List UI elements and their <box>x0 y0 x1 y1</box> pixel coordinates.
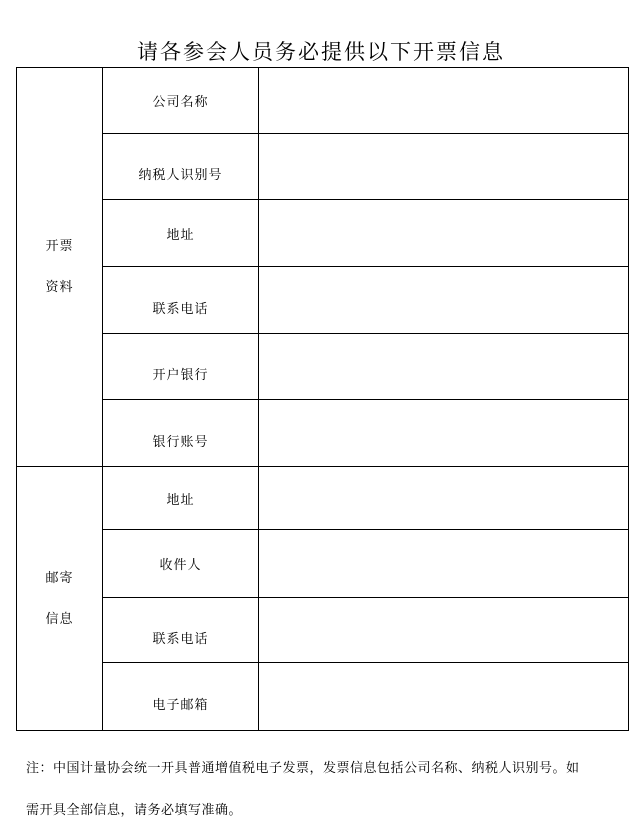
form-row <box>17 663 629 731</box>
invoice-section-header <box>17 68 103 467</box>
bank-account-label: 银行账号 <box>103 400 259 467</box>
mailing-address-label: 地址 <box>103 467 259 530</box>
page-title: 请各参会人员务必提供以下开票信息 <box>137 40 505 64</box>
email-field[interactable] <box>259 663 629 731</box>
bank-name-label: 开户银行 <box>103 334 259 400</box>
footnote-line2: 需开具全部信息，请务必填写准确。 <box>26 803 243 818</box>
mailing-section-header <box>17 467 103 731</box>
form-row <box>17 68 629 134</box>
invoice-phone-field[interactable] <box>259 267 629 334</box>
recipient-field[interactable] <box>259 530 629 598</box>
form-row <box>17 334 629 400</box>
company-name-field[interactable] <box>259 68 629 134</box>
invoice-section-label-line1: 开票 <box>45 239 74 254</box>
bank-name-field[interactable] <box>259 334 629 400</box>
mailing-phone-label: 联系电话 <box>103 598 259 663</box>
taxpayer-id-label: 纳税人识别号 <box>103 134 259 200</box>
invoice-address-label: 地址 <box>103 200 259 267</box>
form-row <box>17 467 629 530</box>
mailing-section-label-line1: 邮寄 <box>45 570 74 586</box>
invoice-section-label-line2: 资料 <box>45 280 74 295</box>
mailing-phone-field[interactable] <box>259 598 629 663</box>
email-label: 电子邮箱 <box>103 663 259 731</box>
form-row <box>17 598 629 663</box>
mailing-section-label-line2: 信息 <box>45 611 74 627</box>
form-row <box>17 267 629 334</box>
form-row <box>17 134 629 200</box>
recipient-label: 收件人 <box>103 530 259 598</box>
mailing-address-field[interactable] <box>259 467 629 530</box>
form-row <box>17 400 629 467</box>
invoice-info-form <box>16 67 629 731</box>
taxpayer-id-field[interactable] <box>259 134 629 200</box>
footnote-line1: 注：中国计量协会统一开具普通增值税电子发票，发票信息包括公司名称、纳税人识别号。如 <box>26 761 580 776</box>
form-row <box>17 530 629 598</box>
invoice-phone-label: 联系电话 <box>103 267 259 334</box>
bank-account-field[interactable] <box>259 400 629 467</box>
invoice-address-field[interactable] <box>259 200 629 267</box>
company-name-label: 公司名称 <box>103 68 259 134</box>
footnote <box>26 748 616 832</box>
form-row <box>17 200 629 267</box>
